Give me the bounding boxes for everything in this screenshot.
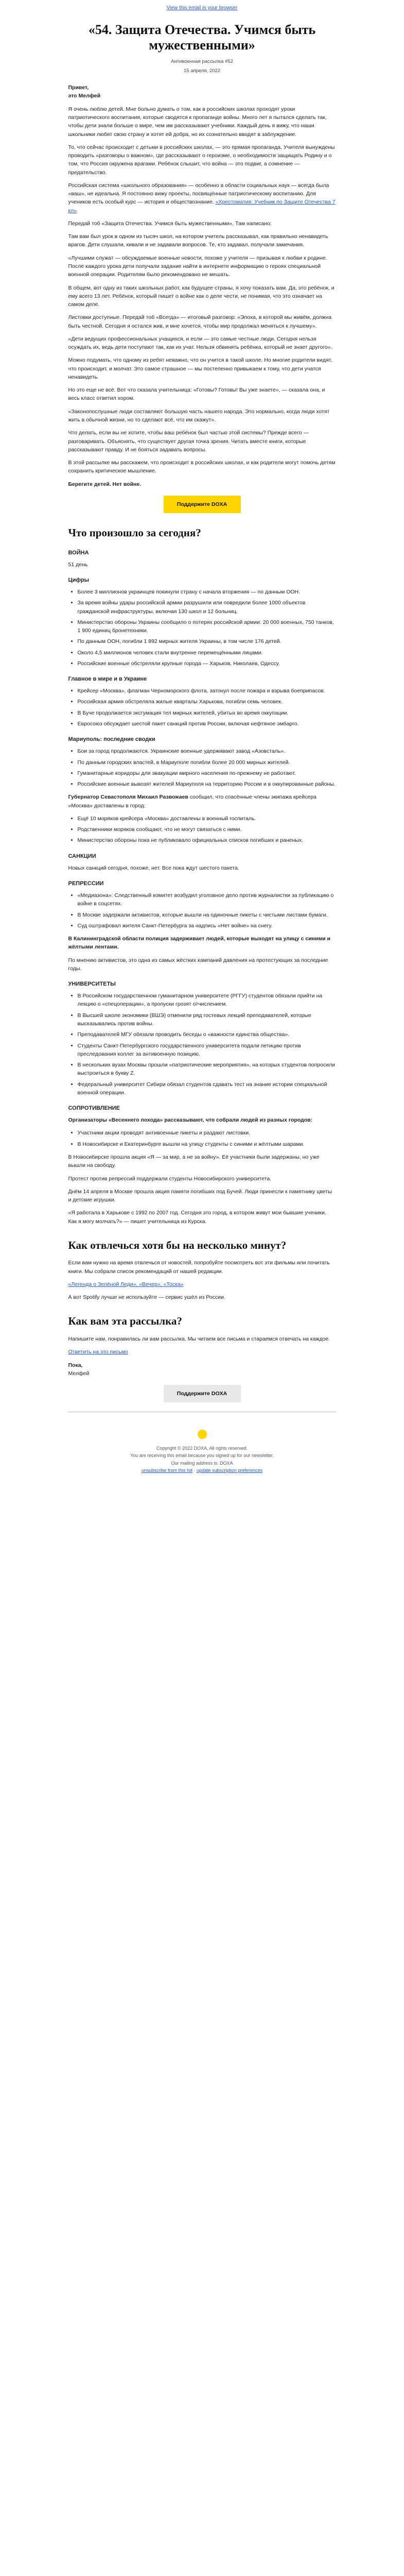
greeting: Привет, это Мелфей — [68, 84, 101, 99]
events-list — [68, 687, 336, 728]
list-item: • Студенты Санкт-Петербургского государственного университета подали петицию против преследования коллег за антивоенную позицию. — [78, 1042, 336, 1059]
list-item: • «Медиазона»: Следственный комитет возбудил уголовное дело против журналистки за публикацию о войне в соцсетях. — [78, 891, 336, 908]
lesson-paragraph: В общем, вот одну из таких школьных работ, как будущее страны, я хочу показать вам. Да, это ребёнок, и ему всего 13 лет. Ребёнок, который пишет о войне как о деле чести, не понимая, что это означает на самом деле. — [68, 284, 335, 308]
repression-heading: РЕПРЕССИИ — [68, 880, 104, 887]
opposition-list — [68, 1129, 336, 1148]
war-heading: ВОЙНА — [68, 549, 89, 556]
newsletter-date: 15 апреля, 2022 — [184, 67, 220, 74]
list-item: • В нескольких вузах Москвы прошли «патриотические мероприятия», на которых студентов попросили выстроиться в букву Z. — [78, 1061, 336, 1078]
top-bar — [0, 0, 404, 14]
list-item: • Российские военные вывозят жителей Мариуполя на территорию России и в оккупированные районы. — [78, 780, 336, 788]
list-item: • Преподавателей МГУ обязали проводить беседы о «важности единства общества». — [78, 1030, 336, 1039]
section-heading: Что произошло за сегодня? — [68, 527, 201, 539]
lesson-paragraph: Что делать, если вы не хотите, чтобы ваш ребёнок был частью этой системы? Прежде всего — разговаривать. Объяснять, что существует другая точка зрения. Читать вместе книги, которые рассказывают правду. И не бояться задавать вопросы. — [68, 430, 309, 453]
intro-paragraph: Российская система «школьного образования» — особенно в области социальных наук — всегда была «ваш», не идеальна. Я постоянно вижу проекты, посвящённые патриотическому воспитанию. Для учеников есть особый курс — история и обществознание. «Хрестоматия: Учебник по Защите Отечества 7 кл» — [68, 182, 336, 214]
lesson-paragraph: Можно подумать, что одному из ребят неважно, что он учится в такой школе. Но многие родители видят, что происходит, и молчат. Это самое страшное — мы постепенно привыкаем к тому, что дети учатся ненавидеть. — [68, 357, 332, 380]
list-item: • Около 4,5 миллионов человек стали внутренне перемещёнными лицами. — [78, 649, 336, 657]
textbook-link[interactable]: «Хрестоматия: Учебник по Защите Отечества 7 кл» — [68, 199, 336, 214]
opposition-lead: Организаторы «Весеннего похода» рассказывают, что собрали людей из разных городов: — [68, 1117, 313, 1124]
universities-list — [68, 992, 336, 1097]
lesson-paragraph: Там вам был урок в одном из тысяч школ, на котором учитель рассказывал, как правильно ненавидеть врагов. Дети слушали, кивали и не задавали вопросов. Те, кто задавал, получали замечания. — [68, 233, 328, 248]
list-item: • В Высшей школе экономики (ВШЭ) отменили ряд гостевых лекций преподавателей, которые высказывались против войны. — [78, 1011, 336, 1028]
list-item: • По данным городских властей, в Мариуполе погибли более 20 000 мирных жителей. — [78, 758, 336, 767]
recommendation-links[interactable]: «Легенда о Зелёной Леди», «Вечер», «Тоска» — [68, 1281, 184, 1287]
lesson-paragraph: «Законопослушные люди составляют большую часть нашего народа. Это нормально, когда люди хотят жить в обычной жизни, но то сделают всё, что им скажут». — [68, 408, 330, 423]
list-item: • Гуманитарные коридоры для эвакуации мирного населения по-прежнему не работают. — [78, 769, 336, 777]
list-item: • Родственники моряков сообщают, что не могут связаться с ними. — [78, 825, 336, 834]
howto-text: Если вам нужно на время отвлечься от новостей, попробуйте посмотреть вот эти фильмы или почитать книги. Мы собрали список рекомендаций от нашей редакции. — [68, 1260, 330, 1275]
list-item: • Более 3 миллионов украинцев покинули страну с начала вторжения — по данным ООН. — [78, 588, 336, 596]
opposition-heading: СОПРОТИВЛЕНИЕ — [68, 1105, 120, 1112]
lesson-paragraph: Листовки доступные. Передай тоб «Всегда» — итоговый разговор: «Эпоха, в которой мы живём, должна быть честной. Сегодня я остался жив, и мне хочется, чтобы мир продолжал меняться к лучшему». — [68, 314, 332, 329]
sanctions-heading: САНКЦИИ — [68, 853, 96, 859]
kaliningrad-text: В Калининградской области полиция задерживает людей, которые выходят на улицу с синими и жёлтыми лентами. — [68, 936, 330, 951]
newsletter-body — [68, 22, 336, 1489]
mariupol-heading: Мариуполь: последние сводки — [68, 736, 155, 743]
list-item: • Российские военные обстреляли крупные города — Харьков, Николаев, Одессу. — [78, 659, 336, 668]
list-item: • Бои за город продолжаются. Украинские военные удерживают завод «Азовсталь». — [78, 747, 336, 755]
lesson-paragraph: В этой рассылке мы расскажем, что происходит в российских школах, и как родители могут помочь детям сохранить критическое мышление. — [68, 460, 336, 474]
sanctions-text: Новых санкций сегодня, похоже, нет. Все пока ждут шестого пакета. — [68, 865, 239, 871]
list-item: • Министерство обороны пока не публиковало официальных списков погибших и раненых. — [78, 836, 336, 844]
view-in-browser-link[interactable]: View this email in your browser — [166, 5, 238, 11]
sevastopol-paragraph: Губернатор Севастополя Михаил Развожаев сообщил, что спасённые члены экипажа крейсера «Москва» доставлены в город: — [68, 794, 317, 809]
sevastopol-list — [68, 815, 336, 845]
list-item: • По данным ООН, погибли 1 892 мирных жителя Украины, в том числе 176 детей. — [78, 637, 336, 646]
intro-paragraph: То, что сейчас происходит с детьми в российских школах, — это прямая пропаганда. Учителя вынуждены проводить «разговоры о важном», где рассказывают о героизме, о необходимости защищать Родину и о том, что Россия окружена врагами. Ребёнок слышит, что война — это подвиг, а сомнение — предательство. — [68, 144, 335, 176]
bye: Пока, Мелфей — [68, 1362, 90, 1377]
numbers-list — [68, 588, 336, 668]
numbers-heading: Цифры — [68, 577, 90, 583]
list-item: • Крейсер «Москва», флагман Черноморского флота, затонул после пожара и взрыва боеприпасов. — [78, 687, 336, 695]
spotify-text: А вот Spotify лучше не используйте — сервис ушёл из России. — [68, 1294, 225, 1301]
opposition-paragraph: Протест против репрессий поддержали студенты Новосибирского университета. — [68, 1175, 272, 1182]
lesson-paragraph: «Дети ведущих профессиональных учащихся, и если — это самые честные люди. Сегодня нельзя осуждать их, ведь дети поступают так, как их учат. Нельзя обвинять ребёнка, который не знает другого». — [68, 335, 332, 351]
footer-reason: You are receiving this email because you signed up for our newsletter. — [130, 1453, 274, 1459]
mariupol-list — [68, 747, 336, 788]
list-item: • Евросоюз обсуждает шестой пакет санкций против России, включая нефтяное эмбарго. — [78, 720, 336, 728]
share-text: Напишите нам, понравилась ли вам рассылка. Мы читаем все письма и стараемся отвечать на каждое. — [68, 1336, 330, 1342]
signoff: Берегите детей. Нет войне. — [68, 481, 142, 487]
donate-button[interactable]: Поддержите DOXA — [164, 496, 241, 513]
opinion-text: По мнению активистов, это одна из самых жёстких кампаний давления на протестующих за последние годы. — [68, 957, 328, 972]
universities-heading: УНИВЕРСИТЕТЫ — [68, 981, 116, 988]
newsletter-title: «54. Защита Отечества. Учимся быть мужественными» — [88, 22, 316, 53]
list-item: • Участники акции проводят антивоенные пикеты и раздают листовки. — [78, 1129, 336, 1137]
opposition-paragraph: В Новосибирске прошла акция «Я — за мир, а не за войну». Её участники были задержаны, но уже вышли на свободу. — [68, 1154, 320, 1169]
donate-button[interactable]: Поддержите DOXA — [164, 1385, 241, 1402]
footer-copyright: Copyright © 2022 DOXA, All rights reserved. — [156, 1445, 248, 1451]
lesson-intro: Передай тоб «Защита Отечества. Учимся быть мужественными». Там написано: — [68, 220, 272, 227]
opposition-paragraph: Днём 14 апреля в Москве прошла акция памяти погибших под Бучей. Люди принесли к памятнику цветы и детские игрушки. — [68, 1188, 332, 1204]
footer-address: Our mailing address is: DOXA — [171, 1460, 233, 1466]
logo-icon — [198, 1430, 207, 1439]
unsubscribe-link[interactable]: unsubscribe from this list — [141, 1467, 192, 1473]
list-item: • Федеральный университет Сибири обязал студентов сдавать тест на знание истории специальной военной операции. — [78, 1080, 336, 1097]
share-link-row — [68, 1348, 336, 1356]
repression-list — [68, 891, 336, 930]
footer: Copyright © 2022 DOXA, All rights reserved. You are receiving this email because you signed up for our newsletter. Our mailing address is: DOXA unsubscribe from this list · update subscription preferences — [68, 1421, 336, 1489]
intro-paragraph: Я очень люблю детей. Мне больно думать о том, как в российских школах проходят уроки патриотического воспитания, которые сводятся к пропаганде войны. Много лет я пытался сделать так, чтобы дети знали больше о мире, чем им рассказывают учебники. Каждый день я вижу, что наши школьники любят свою страну и хотят ей добра, но их сознательно вводят в заблуждение. — [68, 106, 327, 138]
section-heading: Как отвлечься хотя бы на несколько минут? — [68, 1239, 287, 1251]
list-item: • Суд оштрафовал жителя Санкт-Петербурга за надпись «Нет войне» на снегу. — [78, 922, 336, 930]
lesson-paragraph: Но это еще не всё. Вот что сказала учительница: «Готовы? Готовы! Вы уже знаете», — сказала она, и весь класс ответил хором. — [68, 387, 325, 402]
list-item: • В Москве задержали активистов, которые вышли на одиночные пикеты с чистыми листами бумаги. — [78, 911, 336, 919]
list-item: • Российская армия обстреляла жилые кварталы Харькова, погибли семь человек. — [78, 698, 336, 706]
events-heading: Главное в мире и в Украине — [68, 676, 147, 683]
list-item: • Министерство обороны Украины сообщило о потерях российской армии: 20 000 военных, 750 танков, 1 900 единиц бронетехники. — [78, 618, 336, 635]
lesson-paragraph: «Лучшими служат — обсуждаемые военные новости, похоже у учителя — призывая к любви к родине. После каждого урока дети получали задание найти в интернете информацию о героях специальной военной операции. Родителям было рекомендовано не мешать. — [68, 255, 327, 278]
reply-link[interactable]: Ответить на это письмо — [68, 1349, 128, 1355]
list-item: • В Буче продолжается эксгумация тел мирных жителей, убитых во время оккупации. — [78, 709, 336, 717]
howto-links — [68, 1280, 336, 1289]
section-heading: Как вам эта рассылка? — [68, 1315, 182, 1328]
list-item: • Ещё 10 моряков крейсера «Москва» доставлены в военный госпиталь. — [78, 815, 336, 823]
list-item: • За время войны удары российской армии разрушили или повредили более 1000 объектов гражданской инфраструктуры, включая 130 школ и 12 больниц. — [78, 599, 336, 616]
update-preferences-link[interactable]: update subscription preferences — [196, 1467, 263, 1473]
opposition-paragraph: «Я работала в Харькове с 1992 по 2007 год. Сегодня это город, в котором живут мои бывшие ученики. Как я могу молчать?» — пишет учительница из Курска. — [68, 1210, 326, 1225]
list-item: • В Российском государственном гуманитарном университете (РГГУ) студентов обязали прийти на лекцию о «спецоперации», а пропуски грозят отчислением. — [78, 992, 336, 1009]
newsletter-subtitle: Антивоенная рассылка #52 — [171, 58, 233, 64]
day-counter: 51 день — [68, 561, 88, 568]
list-item: • В Новосибирске и Екатеринбурге вышли на улицу студенты с синими и жёлтыми шарами. — [78, 1140, 336, 1148]
